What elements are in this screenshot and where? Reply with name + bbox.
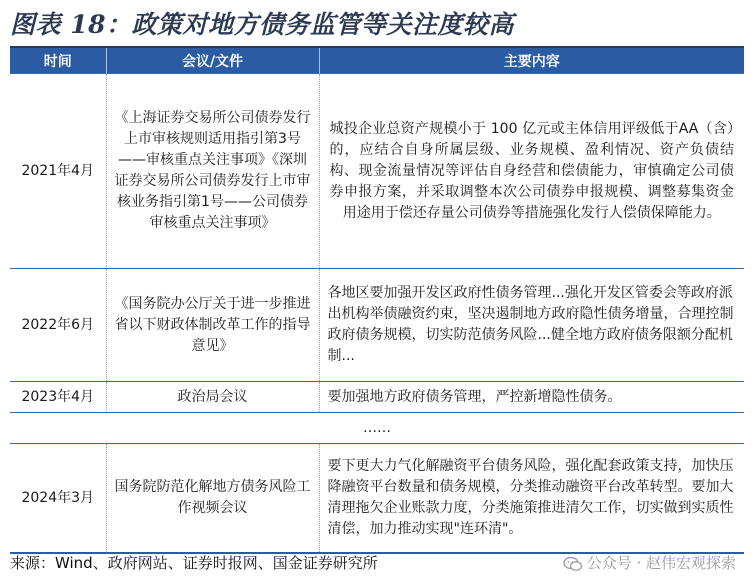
table-row-ellipsis xyxy=(10,413,744,444)
source-note: 来源：Wind、政府网站、证券时报网、国金证券研究所 xyxy=(10,554,378,572)
row-document: 国务院防范化解地方债务风险工作视频会议 xyxy=(106,444,319,554)
table-row xyxy=(10,382,744,413)
table-header-row xyxy=(10,48,744,74)
wechat-icon xyxy=(563,556,583,572)
row-time: 2023年4月 xyxy=(10,382,106,413)
figure-title: 图表 18：政策对地方债务监管等关注度较高 xyxy=(10,10,514,39)
row-content: 城投企业总资产规模小于 100 亿元或主体信用评级低于AA（含）的，应结合自身所属层级、业务规模、盈利情况、资产负债结构、现金流量情况等评估自身经营和偿债能力，审慎确定公司债券申报方案，并采取调整本次公司债券申报规模、调整募集资金用途用于偿还存量公司债券等措施强化发行人偿债保障能力。 xyxy=(319,74,744,269)
row-document: 《上海证券交易所公司债券发行上市审核规则适用指引第3号——审核重点关注事项》《深圳证券交易所公司债券发行上市审核业务指引第1号——公司债券审核重点关注事项》 xyxy=(106,74,319,269)
ellipsis-cell: …… xyxy=(10,413,744,444)
table-row xyxy=(10,269,744,382)
table-row xyxy=(10,74,744,269)
row-time: 2021年4月 xyxy=(10,74,106,269)
header-content: 主要内容 xyxy=(319,48,744,74)
table-row xyxy=(10,444,744,554)
row-content: 各地区要加强开发区政府性债务管理...强化开发区管委会等政府派出机构举债融资约束，坚决遏制地方政府隐性债务增量，合理控制政府债务规模，切实防范债务风险...健全地方政府债务限额分配机制... xyxy=(319,269,744,382)
row-content: 要下更大力气化解融资平台债务风险，强化配套政策支持，加快压降融资平台数量和债务规模，分类推动融资平台改革转型。要加大清理拖欠企业账款力度，分类施策推进清欠工作，切实做到实质性清偿，加力推动实现"连环清"。 xyxy=(319,444,744,554)
policy-table xyxy=(10,48,744,554)
watermark-text: 公众号 · 赵伟宏观探索 xyxy=(586,554,736,572)
row-document: 《国务院办公厅关于进一步推进省以下财政体制改革工作的指导意见》 xyxy=(106,269,319,382)
header-time: 时间 xyxy=(10,48,106,74)
watermark xyxy=(563,552,736,574)
row-content: 要加强地方政府债务管理，严控新增隐性债务。 xyxy=(319,382,744,413)
row-time: 2022年6月 xyxy=(10,269,106,382)
row-time: 2024年3月 xyxy=(10,444,106,554)
header-document: 会议/文件 xyxy=(106,48,319,74)
row-document: 政治局会议 xyxy=(106,382,319,413)
